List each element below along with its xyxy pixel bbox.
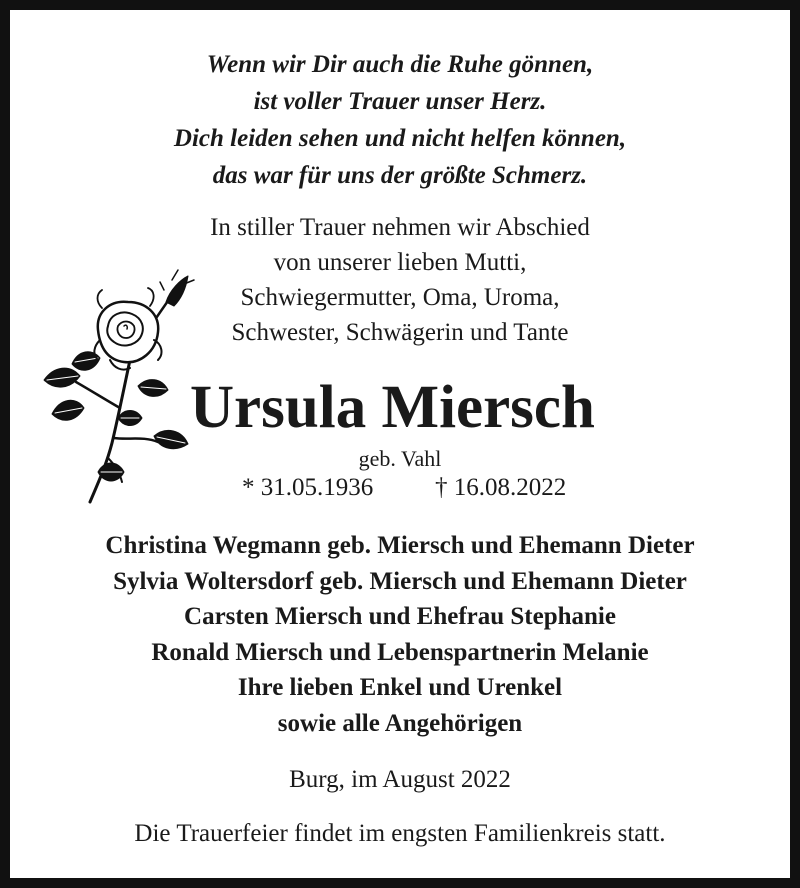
place-date: Burg, im August 2022	[289, 766, 511, 793]
mourner-line: Sylvia Woltersdorf geb. Miersch und Ehemann Dieter	[113, 567, 687, 595]
death-date: † 16.08.2022	[435, 474, 567, 501]
funeral-note: Die Trauerfeier findet im engsten Familienkreis statt.	[134, 820, 666, 847]
mourner-line: Christina Wegmann geb. Miersch und Ehemann Dieter	[105, 532, 695, 559]
mourners-list	[10, 528, 790, 741]
intro-line: Schwiegermutter, Oma, Uroma,	[240, 284, 560, 311]
intro-line: Schwester, Schwägerin und Tante	[231, 319, 569, 346]
poem-line: das war für uns der größte Schmerz.	[212, 162, 588, 189]
birth-date: * 31.05.1936	[242, 474, 374, 501]
mourner-line: sowie alle Angehörigen	[277, 709, 523, 737]
rose-icon	[38, 268, 198, 508]
intro-line: von unserer lieben Mutti,	[273, 249, 527, 276]
maiden-name: geb. Vahl	[358, 446, 442, 471]
poem-line: Wenn wir Dir auch die Ruhe gönnen,	[206, 51, 594, 78]
intro-line: In stiller Trauer nehmen wir Abschied	[210, 214, 590, 241]
memorial-poem	[10, 46, 790, 194]
mourner-line: Ronald Miersch und Lebenspartnerin Melanie	[151, 638, 649, 666]
mourner-line: Ihre lieben Enkel und Urenkel	[237, 674, 563, 701]
poem-line: Dich leiden sehen und nicht helfen können,	[173, 125, 627, 152]
mourner-line: Carsten Miersch und Ehefrau Stephanie	[184, 603, 616, 630]
poem-line: ist voller Trauer unser Herz.	[253, 88, 547, 115]
deceased-name: Ursula Miersch	[190, 374, 595, 441]
